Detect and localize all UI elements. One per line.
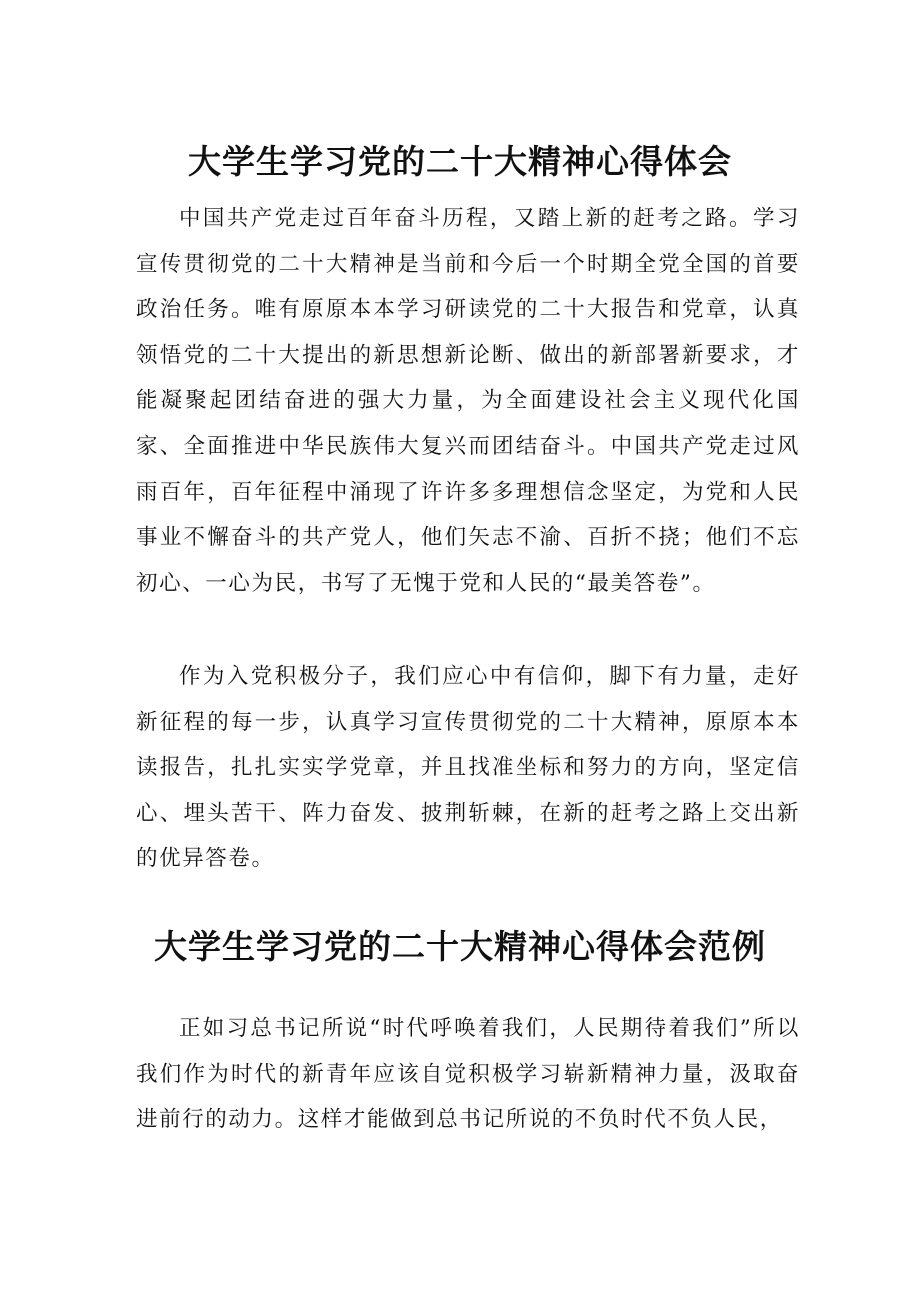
body-paragraph: 作为入党积极分子，我们应心中有信仰，脚下有力量，走好新征程的每一步，认真学习宣传贯彻党的二十大精神，原原本本读报告，扎扎实实学党章，并且找准坐标和努力的方向，坚定信心、埋头苦干、阵力奋发、披荆斩棘，在新的赶考之路上交出新的优异答卷。 xyxy=(136,664,800,872)
body-paragraph: 正如习总书记所说“时代呼唤着我们，人民期待着我们”所以我们作为时代的新青年应该自觉积极学习崭新精神力量，汲取奋进前行的动力。这样才能做到总书记所说的不负时代不负人民， xyxy=(136,1016,800,1133)
section-title: 大学生学习党的二十大精神心得体会 xyxy=(188,142,732,181)
body-paragraph: 中国共产党走过百年奋斗历程，又踏上新的赶考之路。学习宣传贯彻党的二十大精神是当前和今后一个时期全党全国的首要政治任务。唯有原原本本学习研读党的二十大报告和党章，认真领悟党的二十大提出的新思想新论断、做出的新部署新要求，才能凝聚起团结奋进的强大力量，为全面建设社会主义现代化国家、全面推进中华民族伟大复兴而团结奋斗。中国共产党走过风雨百年，百年征程中涌现了许许多多理想信念坚定，为党和人民事业不懈奋斗的共产党人，他们矢志不渝、百折不挠；他们不忘初心、一心为民，书写了无愧于党和人民的“最美答卷”。 xyxy=(136,206,800,596)
section-title: 大学生学习党的二十大精神心得体会范例 xyxy=(154,927,766,966)
